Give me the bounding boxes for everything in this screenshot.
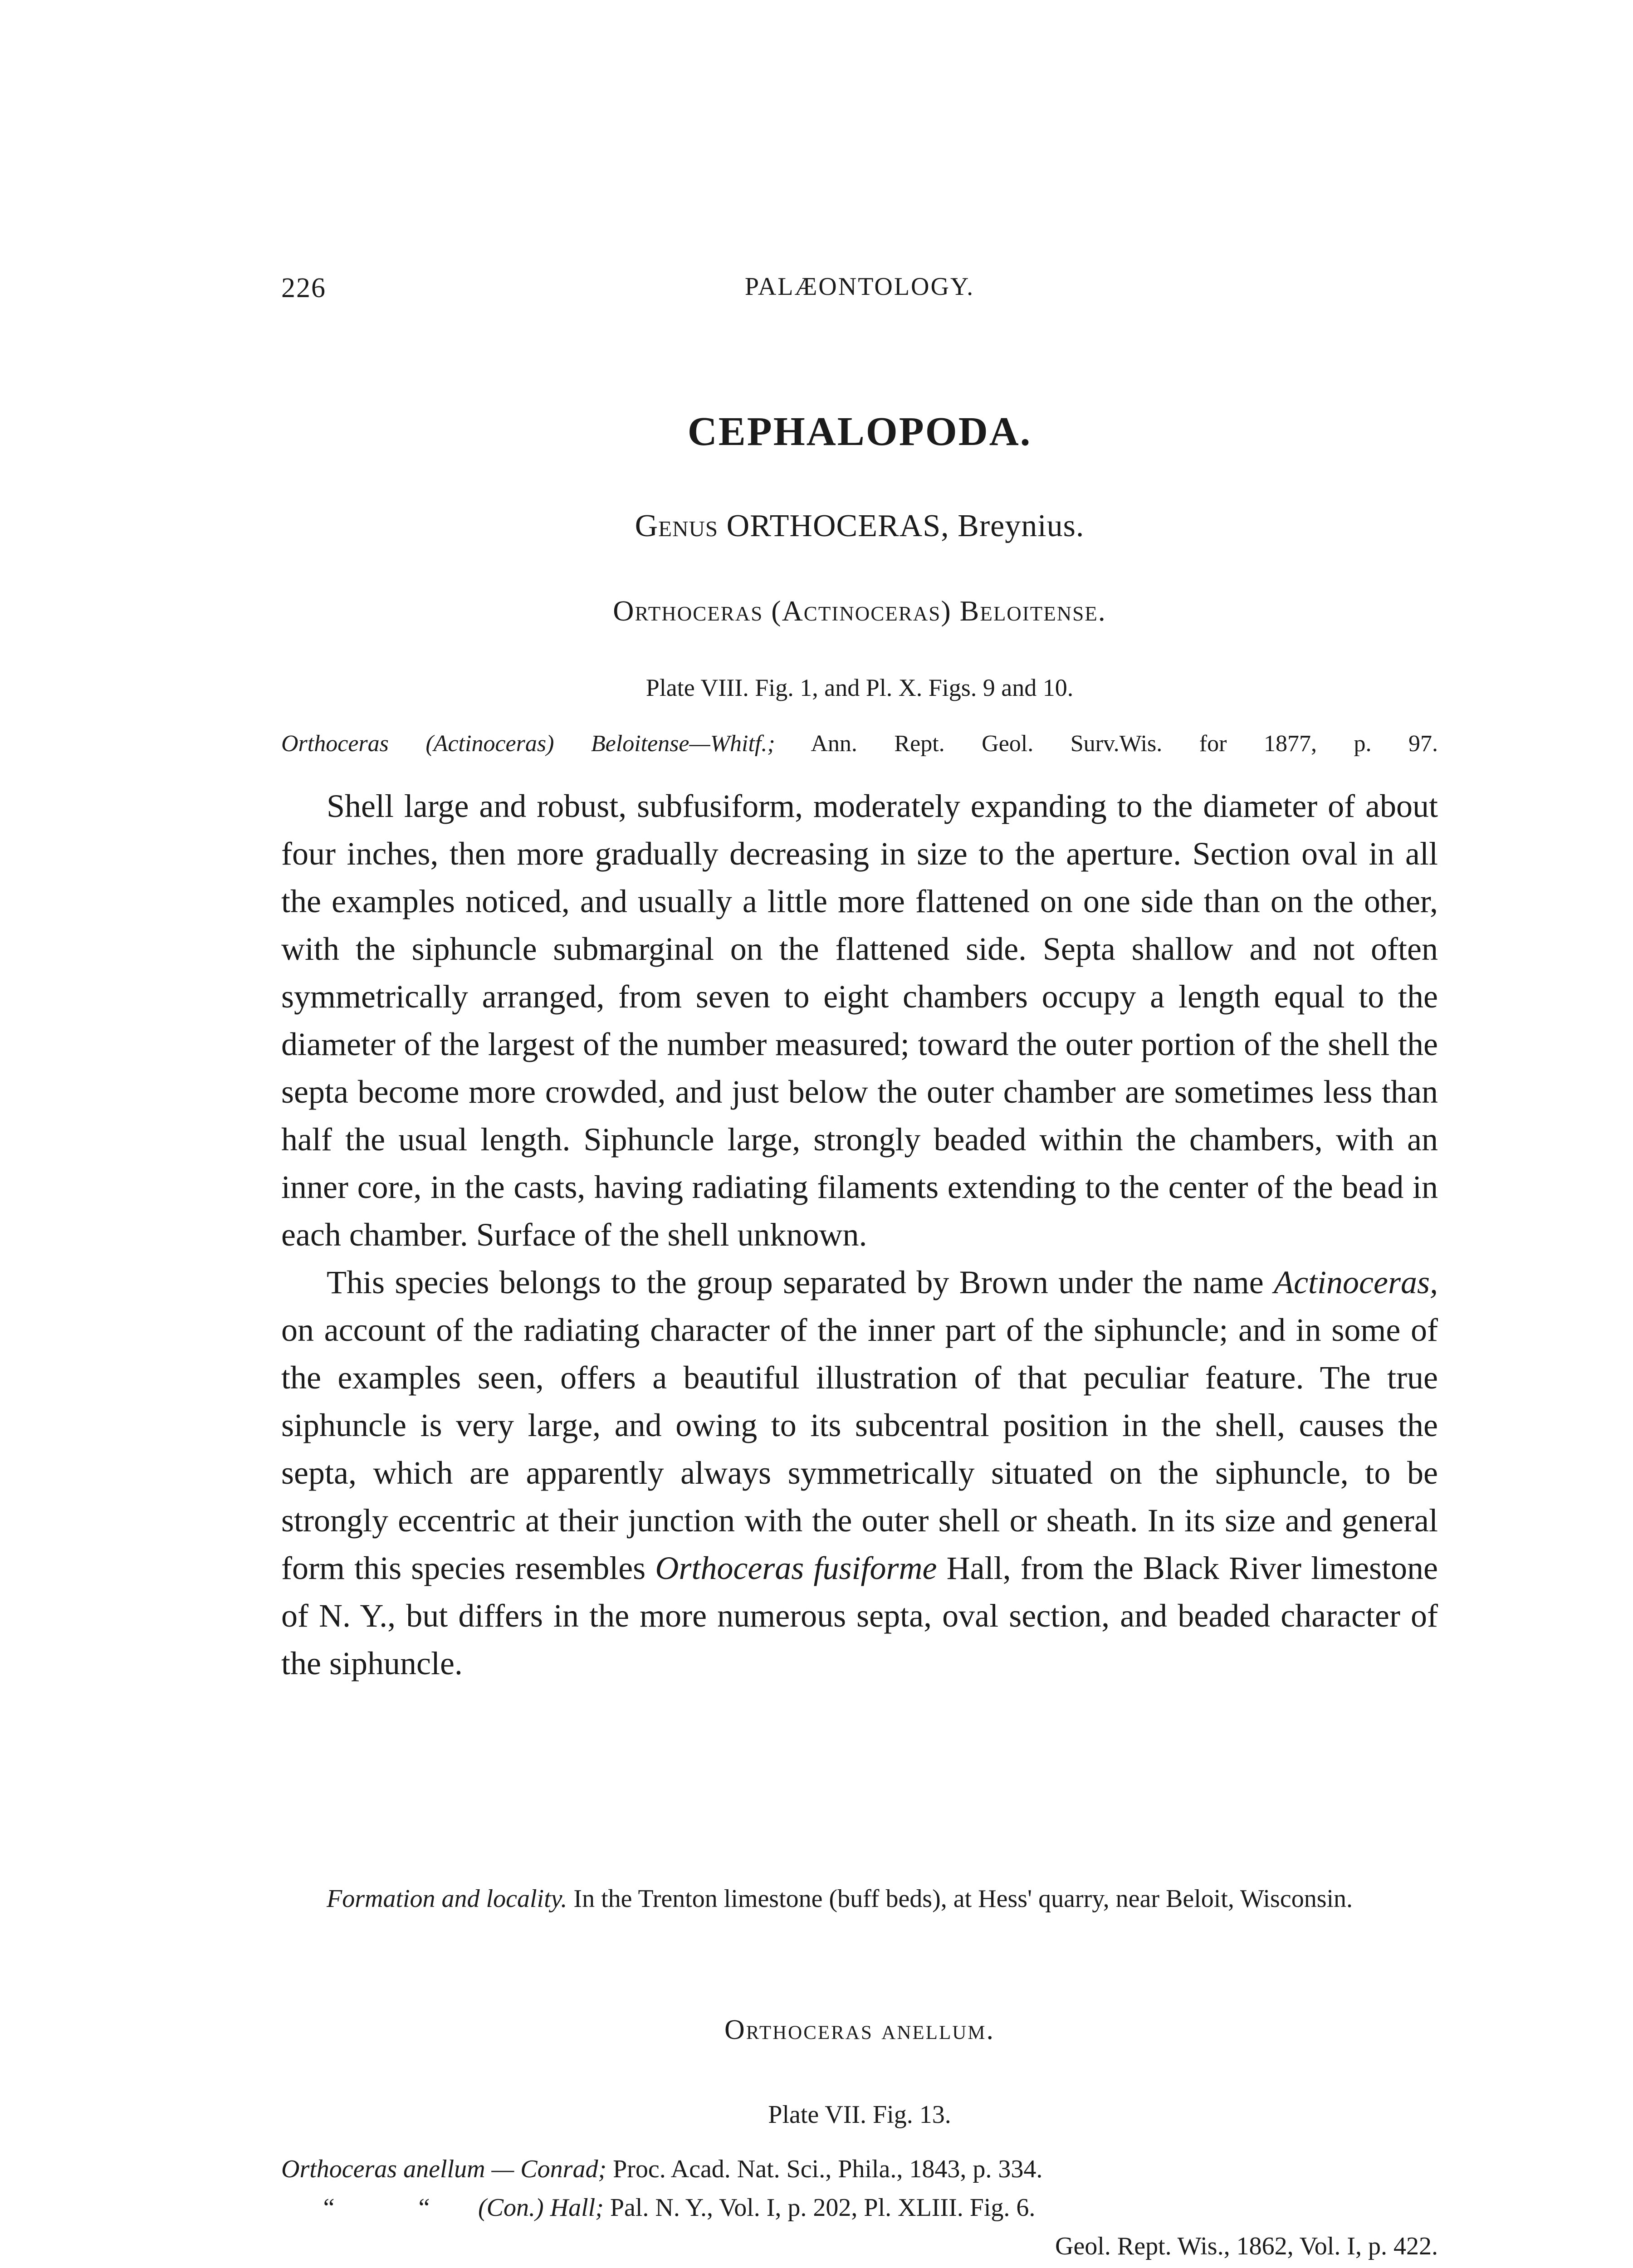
genus-prefix: Genus [635, 508, 719, 543]
synonymy-anellum-citation2: Pal. N. Y., Vol. I, p. 202, Pl. XLIII. Fig. 6. [610, 2194, 1036, 2222]
page-number: 226 [281, 273, 326, 303]
ditto-mark-2: “ [418, 2194, 430, 2222]
plate-reference-anellum: Plate VII. Fig. 13. [768, 2101, 951, 2129]
paragraph-description: Shell large and robust, subfusiform, moderately expanding to the diameter of about four inches, then more gradually decreasing in size to the aperture. Section oval in all the examples noticed, and usually a little more flattened on one side than on the other, with the siphuncle submarginal on the flattened side. Septa shallow and not often symmetrically arranged, from seven to eight chambers occupy a length equal to the diameter of the largest of the number measured; toward the outer portion of the shell the septa become more crowded, and just below the outer chamber are sometimes less than half the usual length. Siphuncle large, strongly beaded within the chambers, with an inner core, in the casts, having radiating filaments extending to the center of the bead in each chamber. Surface of the shell unknown. [281, 788, 1438, 1253]
genus-heading [281, 508, 1438, 544]
genus-name: ORTHOCERAS, [726, 508, 949, 543]
paragraph-remarks [281, 1259, 1438, 1687]
remarks-italic-actinoceras: Actinoceras, [1274, 1264, 1438, 1300]
synonymy-citation: Ann. Rept. Geol. Surv.Wis. for 1877, p. 97. [811, 731, 1438, 757]
remarks-text-a: This species belongs to the group separated by Brown under the name [327, 1264, 1264, 1300]
formation-text: In the Trenton limestone (buff beds), at Hess' quarry, near Beloit, Wisconsin. [573, 1885, 1353, 1913]
species-heading-anellum: Orthoceras anellum. [724, 2014, 995, 2045]
synonymy-anellum-citation1: Proc. Acad. Nat. Sci., Phila., 1843, p. 334. [613, 2155, 1043, 2183]
synonymy-anellum-author2: (Con.) Hall; [478, 2194, 604, 2222]
ditto-mark-1: “ [323, 2194, 335, 2222]
synonymy-anellum-taxon: Orthoceras anellum — Conrad; [281, 2155, 607, 2183]
species-heading-beloitense: Orthoceras (Actinoceras) Beloitense. [613, 595, 1106, 627]
plate-reference-beloitense: Plate VIII. Fig. 1, and Pl. X. Figs. 9 and 10. [645, 674, 1074, 701]
synonymy-anellum-line1 [281, 2155, 1438, 2184]
remarks-text-b: on account of the radiating character of the inner part of the siphuncle; and in some of the examples seen, offers a beautiful illustration of that peculiar feature. The true siphuncle is very large, and owing to its subcentral position in the shell, causes the septa, which are apparently always symmetrically situated on the siphuncle, to be strongly eccentric at their junction with the outer shell or sheath. In its size and general form this species resembles [281, 1312, 1438, 1586]
synonymy-anellum-line2 [281, 2193, 1438, 2222]
description-beloitense [281, 782, 1438, 1687]
synonymy-beloitense [281, 730, 1438, 757]
formation-locality [281, 1880, 1438, 1917]
genus-author: Breynius. [958, 508, 1085, 543]
remarks-italic-fusiforme: Orthoceras fusiforme [655, 1550, 937, 1586]
running-title: PALÆONTOLOGY. [744, 273, 975, 301]
synonymy-anellum-line3: Geol. Rept. Wis., 1862, Vol. I, p. 422. [1055, 2232, 1438, 2260]
running-header [281, 272, 1438, 327]
synonymy-taxon: Orthoceras (Actinoceras) Beloitense—Whitf.; [281, 731, 775, 757]
class-title: CEPHALOPODA. [687, 409, 1032, 454]
remarks-text-c: Hall, from the Black River limestone of N. Y., but differs in the more numerous septa, oval section, and beaded character of the siphuncle. [281, 1550, 1438, 1681]
formation-label: Formation and locality. [327, 1885, 567, 1913]
